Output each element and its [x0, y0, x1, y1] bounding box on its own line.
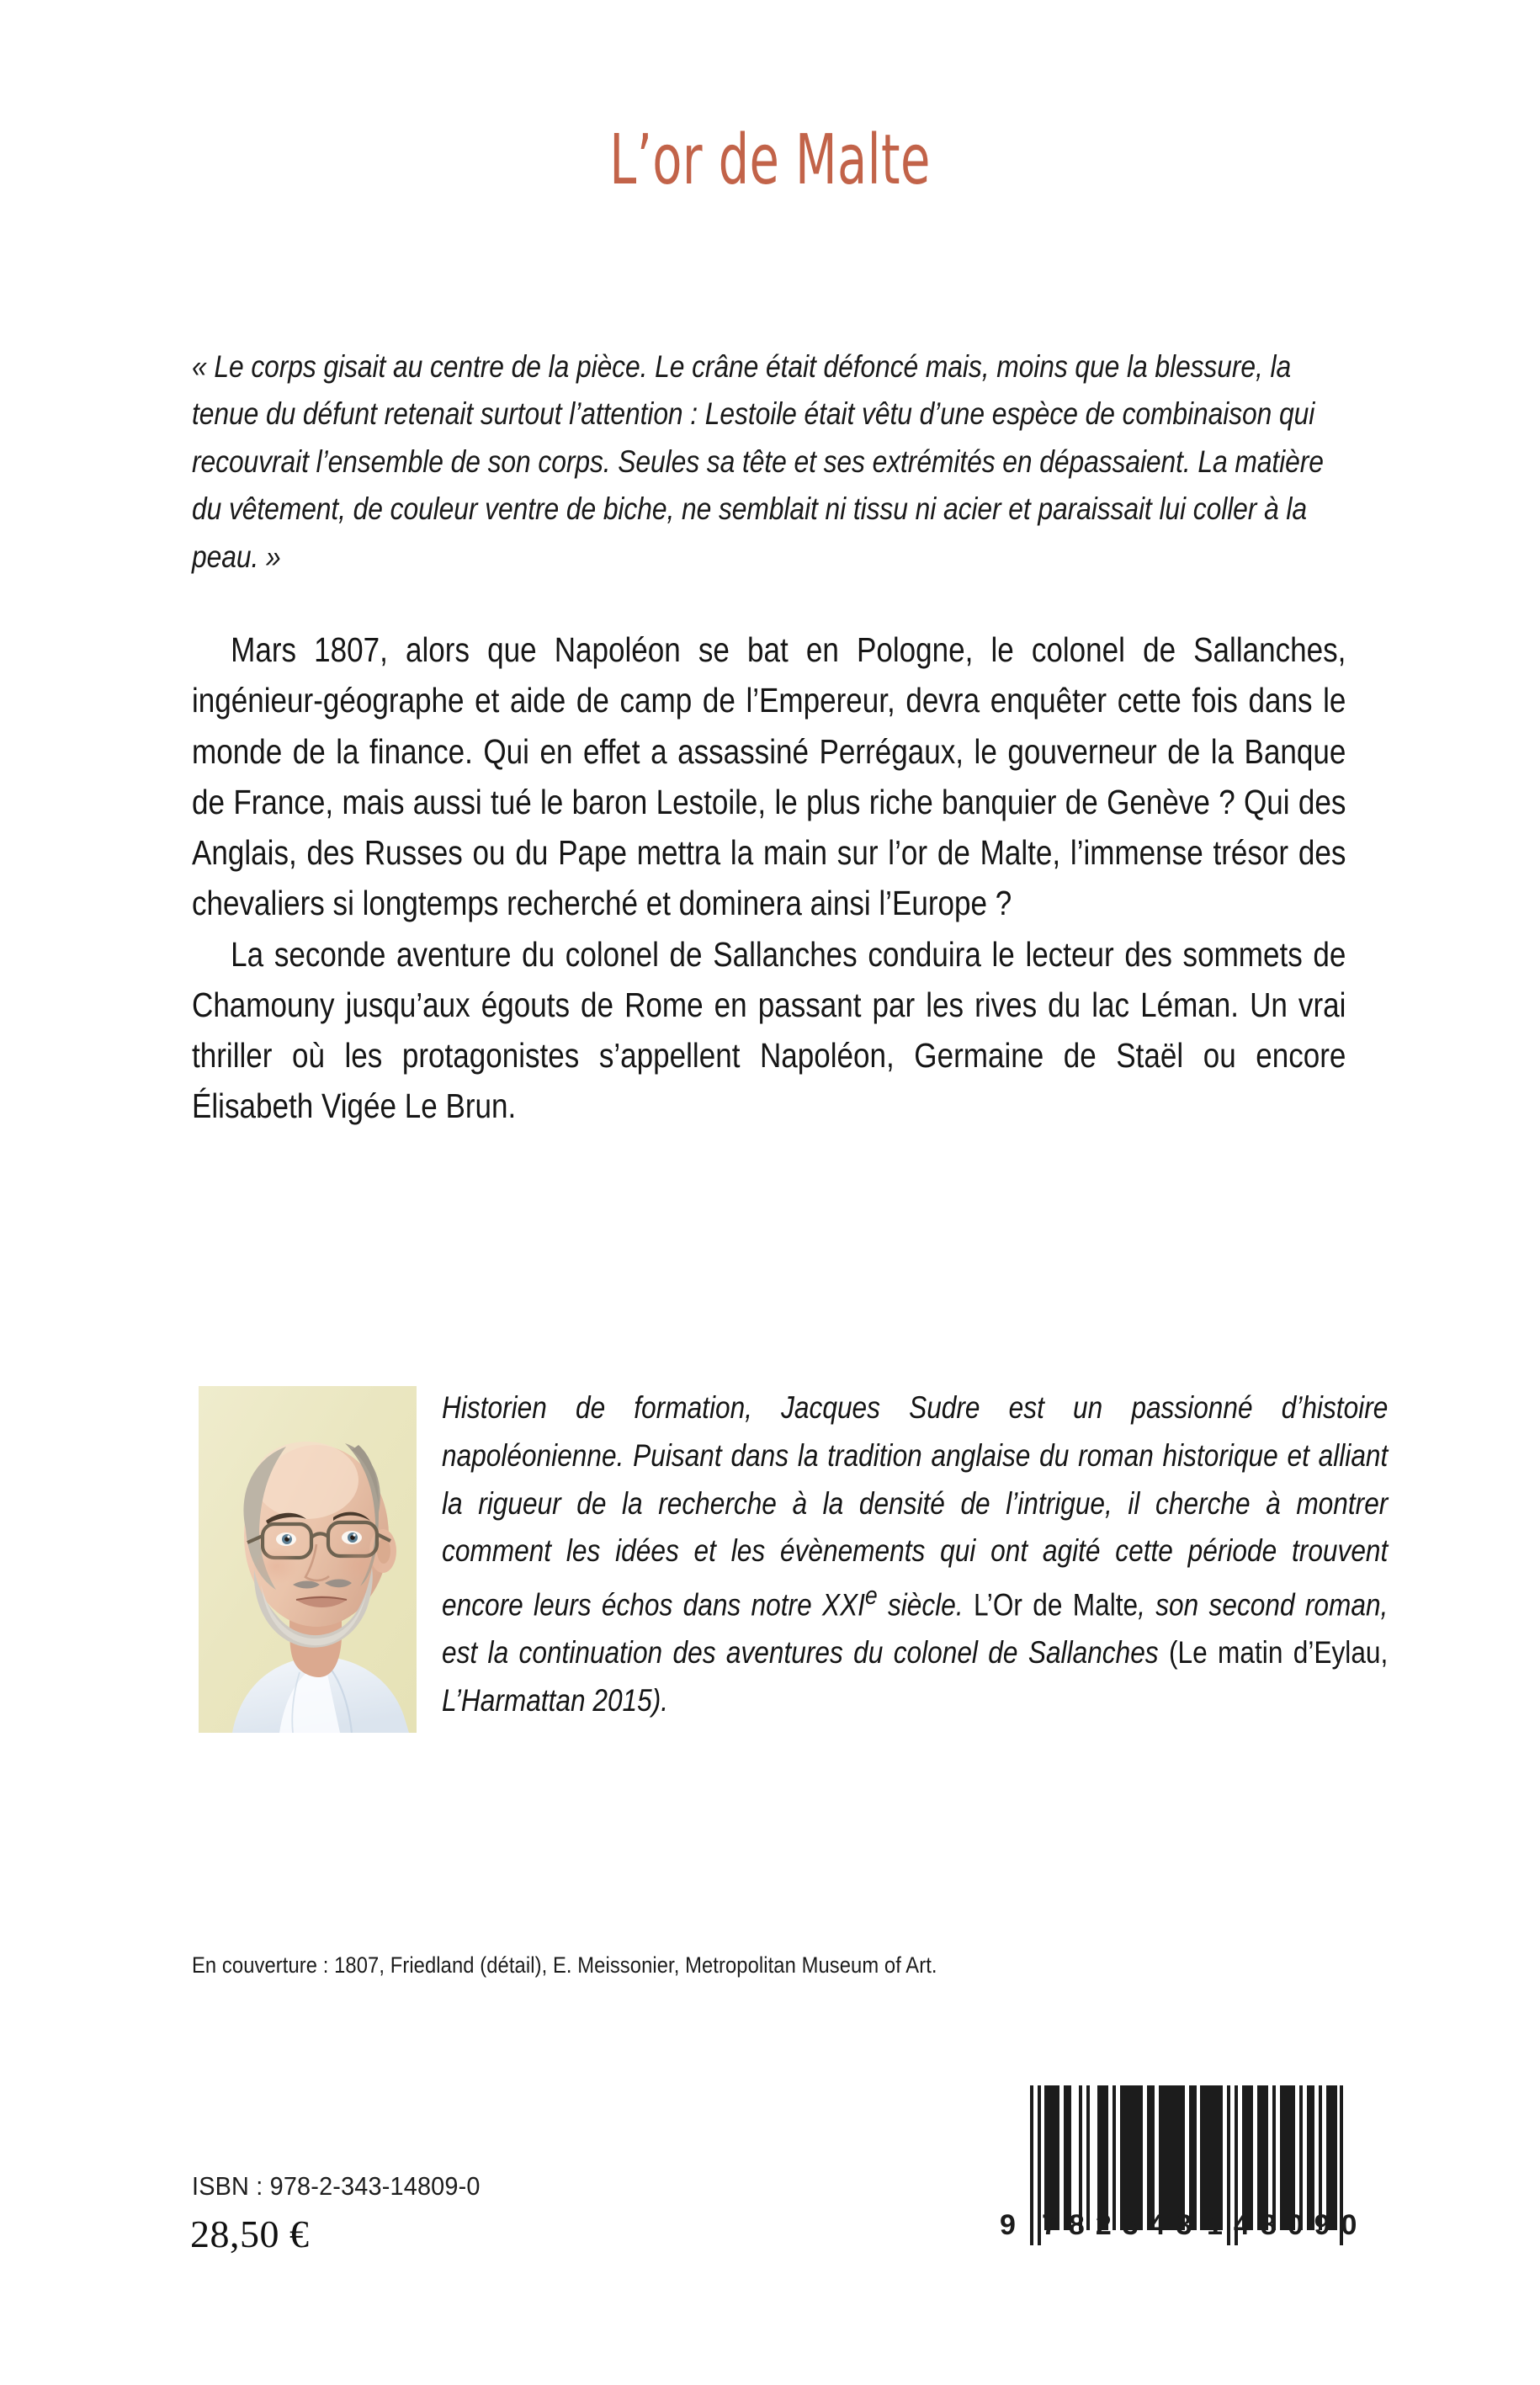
- author-portrait-illustration: [199, 1386, 417, 1733]
- bio-part-3: , son second roman, est la continuation des aventures du colonel de Sallanches: [442, 1587, 1389, 1671]
- synopsis-paragraph-2: La seconde aventure du colonel de Sallanches conduira le lecteur des sommets de Chamouny jusqu’aux égouts de Rome en passant par les rives du lac Léman. Un vrai thriller où les protagonistes s’appellent Napoléon, Germaine de Staël ou encore Élisabeth Vigée Le Brun.: [192, 934, 1346, 1126]
- barcode-digits: [1000, 2209, 1368, 2243]
- bio-part-2: siècle.: [877, 1587, 974, 1623]
- bio-referenced-title: L’Or de Malte: [973, 1587, 1139, 1623]
- isbn-text: ISBN : 978-2-343-14809-0: [192, 2171, 481, 2201]
- synopsis-paragraph-1: Mars 1807, alors que Napoléon se bat en Pologne, le colonel de Sallanches, ingénieur-géographe et aide de camp de l’Empereur, devra enquêter cette fois dans le monde de la finance. Qui en effet a assassiné Perrégaux, le gouverneur de la Banque de France, mais aussi tué le baron Lestoile, le plus riche banquier de Genève ? Qui des Anglais, des Russes ou du Pape mettra la main sur l’or de Malte, l’immense trésor des chevaliers si longtemps recherché et dominera ainsi l’Europe ?: [192, 630, 1346, 923]
- page-title: L’or de Malte: [609, 120, 931, 200]
- bio-superscript: e: [864, 1580, 878, 1611]
- cover-credit-line: En couverture : 1807, Friedland (détail), E. Meissonier, Metropolitan Museum of Art.: [192, 1952, 937, 1978]
- author-bio-text: [442, 1384, 1388, 1725]
- barcode-right-group: 148090: [1207, 2209, 1368, 2241]
- price-text: 28,50 €: [190, 2212, 310, 2255]
- bio-part-4: L’Harmattan 2015).: [442, 1683, 669, 1718]
- bio-part-1: Historien de formation, Jacques Sudre est un passionné d’histoire napoléonienne. Puisant dans la tradition anglaise du roman historique et alliant la rigueur de la recherche à la densité de l’intrigue, il cherche à montrer comment les idées et les évènements qui ont agité cette période trouvent encore leurs échos dans notre XXI: [442, 1390, 1389, 1623]
- synopsis-block: [192, 624, 1346, 1132]
- barcode-left-group: 782343: [1042, 2209, 1203, 2241]
- author-portrait-photo: [199, 1386, 417, 1733]
- excerpt-quote: « Le corps gisait au centre de la pièce. Le crâne était défoncé mais, moins que la blessure, la tenue du défunt retenait surtout l’attention : Lestoile était vêtu d’une espèce de combinaison qui recouvrait l’ensemble de son corps. Seules sa tête et ses extrémités en dépassaient. La matière du vêtement, de couleur ventre de biche, ne semblait ni tissu ni acier et paraissait lui coller à la peau. »: [192, 349, 1324, 574]
- barcode-lead-digit: 9: [1000, 2209, 1016, 2241]
- bio-previous-book: (Le matin d’Eylau,: [1168, 1635, 1389, 1671]
